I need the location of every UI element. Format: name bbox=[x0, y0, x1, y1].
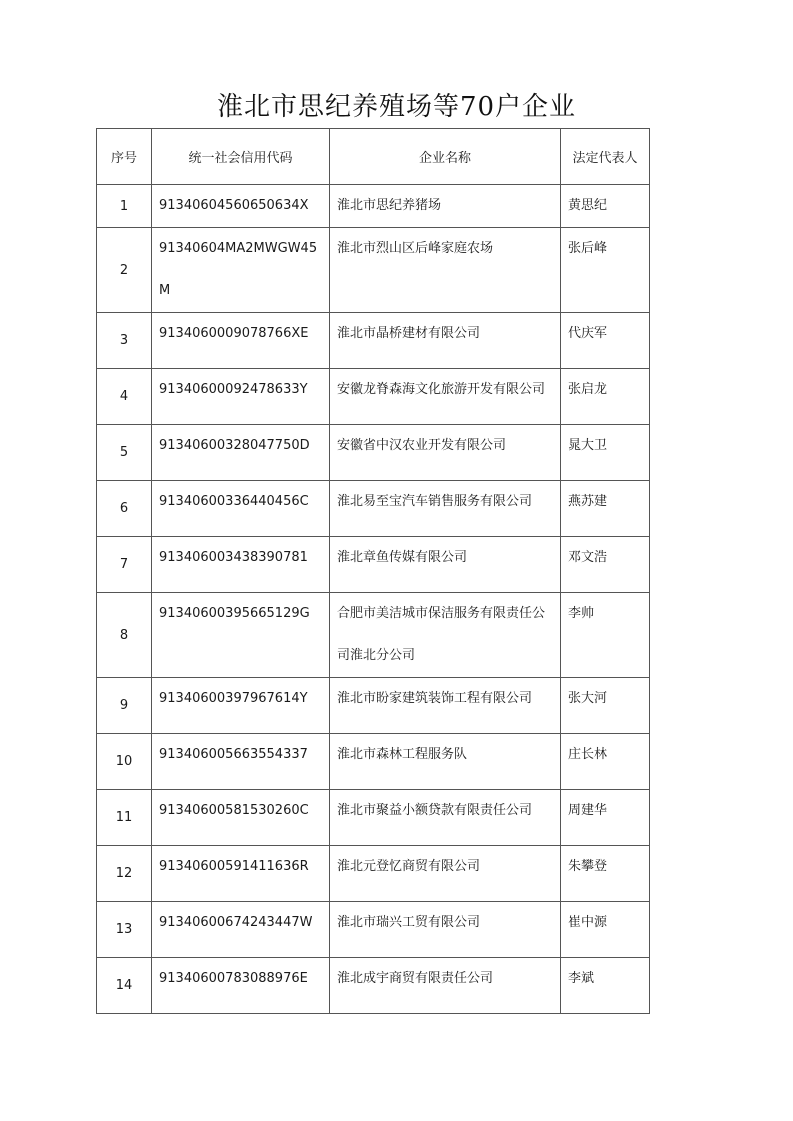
table-row bbox=[97, 902, 650, 958]
row-enterprise-name: 淮北成宇商贸有限责任公司 bbox=[330, 958, 561, 1014]
header-credit-code: 统一社会信用代码 bbox=[152, 129, 330, 185]
table-row bbox=[97, 369, 650, 425]
row-legal-representative: 张后峰 bbox=[561, 228, 650, 313]
header-enterprise-name: 企业名称 bbox=[330, 129, 561, 185]
table-body bbox=[97, 185, 650, 1014]
table-row bbox=[97, 846, 650, 902]
row-seq: 12 bbox=[97, 846, 152, 902]
row-enterprise-name: 安徽龙脊森海文化旅游开发有限公司 bbox=[330, 369, 561, 425]
row-enterprise-name: 淮北元登忆商贸有限公司 bbox=[330, 846, 561, 902]
row-enterprise-name: 淮北市烈山区后峰家庭农场 bbox=[330, 228, 561, 313]
table-row bbox=[97, 734, 650, 790]
row-seq: 3 bbox=[97, 313, 152, 369]
table-row bbox=[97, 313, 650, 369]
row-legal-representative: 黄思纪 bbox=[561, 185, 650, 228]
row-credit-code: 91340600336440456C bbox=[152, 481, 330, 537]
row-seq: 14 bbox=[97, 958, 152, 1014]
header-seq: 序号 bbox=[97, 129, 152, 185]
row-legal-representative: 晁大卫 bbox=[561, 425, 650, 481]
row-legal-representative: 张启龙 bbox=[561, 369, 650, 425]
row-legal-representative: 周建华 bbox=[561, 790, 650, 846]
row-credit-code: 913406003438390781 bbox=[152, 537, 330, 593]
table-row bbox=[97, 481, 650, 537]
header-legal-representative: 法定代表人 bbox=[561, 129, 650, 185]
row-seq: 1 bbox=[97, 185, 152, 228]
row-legal-representative: 崔中源 bbox=[561, 902, 650, 958]
row-seq: 7 bbox=[97, 537, 152, 593]
row-enterprise-name: 合肥市美洁城市保洁服务有限责任公司淮北分公司 bbox=[330, 593, 561, 678]
row-legal-representative: 代庆军 bbox=[561, 313, 650, 369]
row-enterprise-name: 淮北市盼家建筑装饰工程有限公司 bbox=[330, 678, 561, 734]
row-credit-code: 91340600397967614Y bbox=[152, 678, 330, 734]
table-row bbox=[97, 593, 650, 678]
row-credit-code: 91340604560650634X bbox=[152, 185, 330, 228]
row-credit-code: 91340600328047750D bbox=[152, 425, 330, 481]
row-credit-code: 91340600591411636R bbox=[152, 846, 330, 902]
row-seq: 13 bbox=[97, 902, 152, 958]
row-seq: 11 bbox=[97, 790, 152, 846]
table-row bbox=[97, 958, 650, 1014]
row-enterprise-name: 淮北易至宝汽车销售服务有限公司 bbox=[330, 481, 561, 537]
page-title: 淮北市思纪养殖场等70户企业 bbox=[216, 92, 577, 122]
row-seq: 8 bbox=[97, 593, 152, 678]
row-credit-code: 91340600783088976E bbox=[152, 958, 330, 1014]
row-seq: 6 bbox=[97, 481, 152, 537]
row-credit-code: 9134060009078766XE bbox=[152, 313, 330, 369]
table-row bbox=[97, 425, 650, 481]
row-seq: 5 bbox=[97, 425, 152, 481]
row-enterprise-name: 淮北市思纪养猪场 bbox=[330, 185, 561, 228]
table-row bbox=[97, 790, 650, 846]
row-credit-code: 91340600092478633Y bbox=[152, 369, 330, 425]
row-enterprise-name: 淮北市森林工程服务队 bbox=[330, 734, 561, 790]
row-legal-representative: 燕苏建 bbox=[561, 481, 650, 537]
row-credit-code: 91340600581530260C bbox=[152, 790, 330, 846]
row-seq: 2 bbox=[97, 228, 152, 313]
row-seq: 9 bbox=[97, 678, 152, 734]
row-credit-code: 91340600395665129G bbox=[152, 593, 330, 678]
row-credit-code: 91340600674243447W bbox=[152, 902, 330, 958]
row-enterprise-name: 安徽省中汉农业开发有限公司 bbox=[330, 425, 561, 481]
table-row bbox=[97, 228, 650, 313]
row-credit-code: 913406005663554337 bbox=[152, 734, 330, 790]
row-seq: 10 bbox=[97, 734, 152, 790]
row-legal-representative: 李斌 bbox=[561, 958, 650, 1014]
row-legal-representative: 邓文浩 bbox=[561, 537, 650, 593]
row-credit-code: 91340604MA2MWGW45M bbox=[152, 228, 330, 313]
row-legal-representative: 张大河 bbox=[561, 678, 650, 734]
row-enterprise-name: 淮北章鱼传媒有限公司 bbox=[330, 537, 561, 593]
row-enterprise-name: 淮北市晶桥建材有限公司 bbox=[330, 313, 561, 369]
row-legal-representative: 庄长林 bbox=[561, 734, 650, 790]
row-legal-representative: 李帅 bbox=[561, 593, 650, 678]
table-header-row bbox=[97, 129, 650, 185]
row-enterprise-name: 淮北市瑞兴工贸有限公司 bbox=[330, 902, 561, 958]
row-seq: 4 bbox=[97, 369, 152, 425]
table-row bbox=[97, 185, 650, 228]
table-row bbox=[97, 537, 650, 593]
enterprise-table bbox=[96, 128, 650, 1014]
row-legal-representative: 朱攀登 bbox=[561, 846, 650, 902]
table-row bbox=[97, 678, 650, 734]
row-enterprise-name: 淮北市聚益小额贷款有限责任公司 bbox=[330, 790, 561, 846]
